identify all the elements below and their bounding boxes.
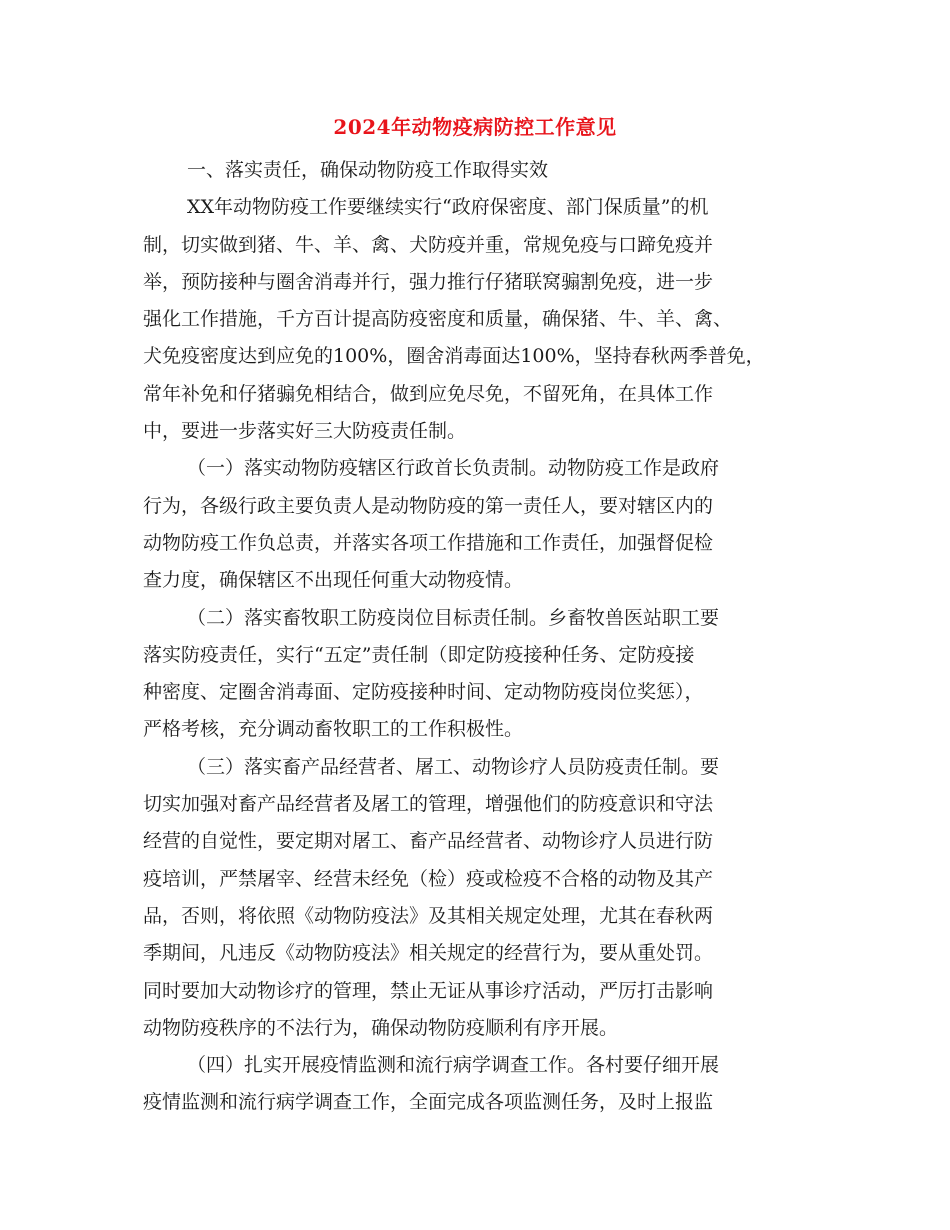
text-line: 常年补免和仔猪骟免相结合，做到应免尽免，不留死角，在具体工作	[143, 382, 714, 405]
document-body	[143, 152, 823, 1122]
text-line: 种密度、定圈舍消毒面、定防疫接种时间、定动物防疫岗位奖惩），	[143, 681, 704, 704]
text-line: 品，否则，将依照《动物防疫法》及其相关规定处理，尤其在春秋两	[143, 904, 714, 927]
document-title: 2024年动物疫病防控工作意见	[333, 115, 617, 139]
text-line: 举，预防接种与圈舍消毒并行，强力推行仔猪联窝骟割免疫，进一步	[143, 270, 714, 293]
text-line: 强化工作措施，千方百计提高防疫密度和质量，确保猪、牛、羊、禽、	[143, 308, 733, 331]
text-line: 经营的自觉性，要定期对屠工、畜产品经营者、动物诊疗人员进行防	[143, 830, 714, 853]
text-line: （三）落实畜产品经营者、屠工、动物诊疗人员防疫责任制。要	[187, 755, 720, 778]
text-line: 动物防疫工作负总责，并落实各项工作措施和工作责任，加强督促检	[143, 531, 714, 554]
text-line: 查力度，确保辖区不出现任何重大动物疫情。	[143, 569, 524, 592]
text-line: 季期间，凡违反《动物防疫法》相关规定的经营行为，要从重处罚。	[143, 942, 714, 965]
text-line: （四）扎实开展疫情监测和流行病学调查工作。各村要仔细开展	[187, 1054, 720, 1077]
text-line: XX年动物防疫工作要继续实行“政府保密度、部门保质量”的机	[187, 196, 709, 219]
text-line: 中，要进一步落实好三大防疫责任制。	[143, 420, 467, 443]
text-line: 同时要加大动物诊疗的管理，禁止无证从事诊疗活动，严厉打击影响	[143, 979, 714, 1002]
text-line: （二）落实畜牧职工防疫岗位目标责任制。乡畜牧兽医站职工要	[187, 606, 720, 629]
text-line: 行为，各级行政主要负责人是动物防疫的第一责任人，要对辖区内的	[143, 494, 714, 517]
text-line: 制，切实做到猪、牛、羊、禽、犬防疫并重，常规免疫与口蹄免疫并	[143, 233, 714, 256]
text-line: 犬免疫密度达到应免的100%，圈舍消毒面达100%，坚持春秋两季普免，	[143, 345, 765, 368]
text-line: 动物防疫秩序的不法行为，确保动物防疫顺利有序开展。	[143, 1016, 619, 1039]
text-line: （一）落实动物防疫辖区行政首长负责制。动物防疫工作是政府	[187, 457, 720, 480]
text-line: 落实防疫责任，实行“五定”责任制（即定防疫接种任务、定防疫接	[143, 643, 695, 666]
text-line: 切实加强对畜产品经营者及屠工的管理，增强他们的防疫意识和守法	[143, 793, 714, 816]
text-line: 疫情监测和流行病学调查工作，全面完成各项监测任务，及时上报监	[143, 1091, 714, 1114]
text-line: 疫培训，严禁屠宰、经营未经免（检）疫或检疫不合格的动物及其产	[143, 867, 714, 890]
text-line: 一、落实责任，确保动物防疫工作取得实效	[187, 159, 549, 181]
text-line: 严格考核，充分调动畜牧职工的工作积极性。	[143, 718, 524, 741]
